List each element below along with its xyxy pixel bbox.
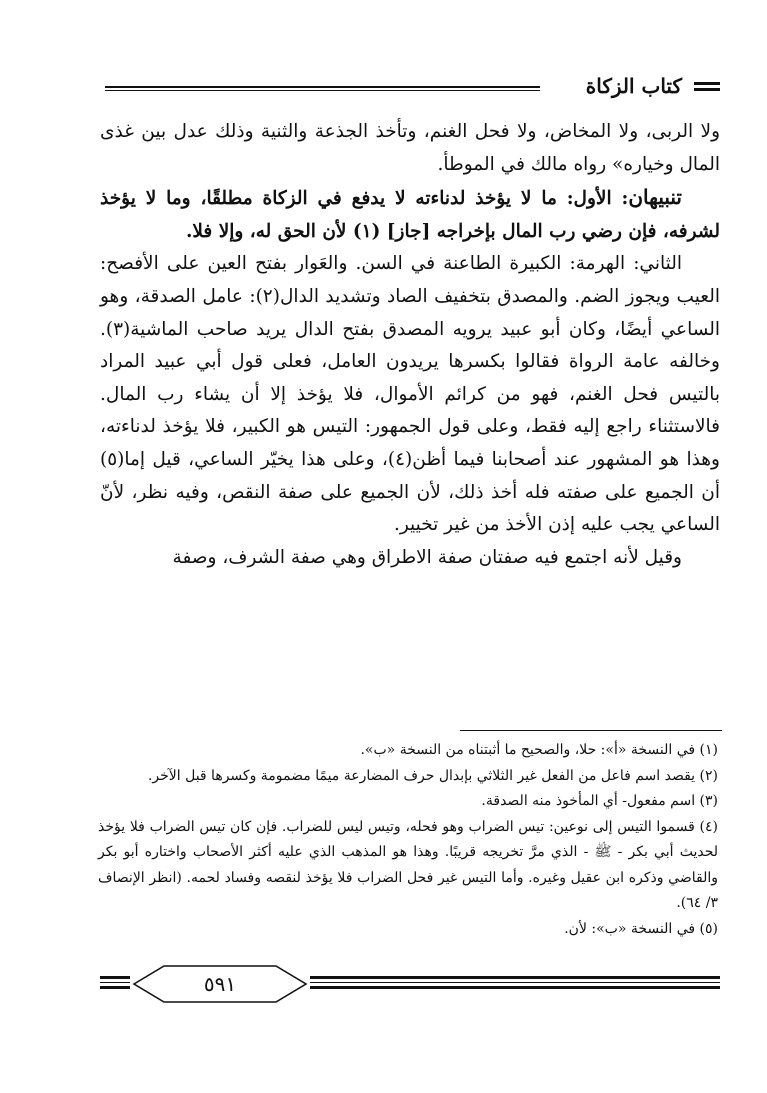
paragraph-1: ولا الربى، ولا المخاض، ولا فحل الغنم، وتأخذ الجذعة والثنية وذلك عدل بين غذى المال وخياره» رواه مالك في الموطأ.	[100, 121, 720, 175]
footnote-4: (٤) قسموا التيس إلى نوعين: تيس الضراب وهو فحله، وتيس ليس للضراب. فإن كان تيس الضراب فلا يؤخذ لحديث أبي بكر - ﷺ - الذي مرَّ تخريجه قريبًا. وهذا هو المذهب الذي عليه أكثر الأصحاب واختاره أبو بكر والقاضي وذكره ابن عقيل وغيره. وأما التيس غير فحل الضراب فلا يؤخذ لنقصه وفساد لحمه. (انظر الإنصاف ٣/ ٦٤).	[98, 818, 718, 911]
footnote-separator	[460, 730, 722, 731]
paragraph-2	[100, 181, 720, 248]
footnote-5: (٥) في النسخة «ب»: لأن.	[564, 920, 718, 937]
page-number: ٥٩١	[203, 972, 237, 996]
page-number-frame	[130, 962, 310, 1006]
running-header	[105, 74, 720, 100]
chapter-title: كتاب الزكاة	[585, 74, 682, 98]
paragraph-3: الثاني: الهرمة: الكبيرة الطاعنة في السن. والعَوار بفتح العين على الأفصح: العيب ويجوز الضم. والمصدق بتخفيف الصاد وتشديد الدال(٢): عامل الصدقة، وهو الساعي أيضًا، وكان أبو عبيد يرويه المصدق بفتح الدال يريد صاحب الماشية(٣). وخالفه عامة الرواة فقالوا بكسرها يريدون العامل، فعلى قول أبي عبيد المراد بالتيس فحل الغنم، فهو من كرائم الأموال، فلا يؤخذ إلا أن يشاء رب المال. فالاستثناء راجع إليه فقط، وعلى قول الجمهور: التيس هو الكبير، فلا يؤخذ لدناءته، وهذا هو المشهور عند أصحابنا فيما أظن(٤)، وعلى هذا يخيّر الساعي، قيل إما(٥) أن الجميع على صفته فله أخذ ذلك، لأن الجميع على صفة النقص، وفيه نظر، لأنّ الساعي يجب عليه إذن الأخذ من غير تخيير.	[100, 253, 720, 536]
page-footer	[100, 958, 720, 1028]
footnote-3: (٣) اسم مفعول- أي المأخوذ منه الصدقة.	[481, 793, 718, 809]
paragraph-4: وقيل لأنه اجتمع فيه صفتان صفة الاطراق وهي صفة الشرف، وصفة	[172, 546, 682, 568]
header-rule	[105, 86, 540, 91]
footnote-2: (٢) يقصد اسم فاعل من الفعل غير الثلاثي بإبدال حرف المضارعة ميمًا مضمومة وكسرها قبل الآخر.	[147, 767, 718, 784]
footnote-1: (١) في النسخة «أ»: حلا، والصحيح ما أثبتناه من النسخة «ب».	[360, 742, 718, 758]
header-ornament	[694, 82, 720, 91]
footnotes	[98, 738, 718, 942]
main-text	[100, 116, 720, 574]
paragraph-2-text: : الأول: ما لا يؤخذ لدناءته لا يدفع في الزكاة مطلقًا، وما لا يؤخذ لشرفه، فإن رضي رب المال بإخراجه [جاز] (١) لأن الحق له، وإلا فلا.	[100, 188, 720, 242]
tanbih-label: تنبيهان	[628, 185, 682, 210]
